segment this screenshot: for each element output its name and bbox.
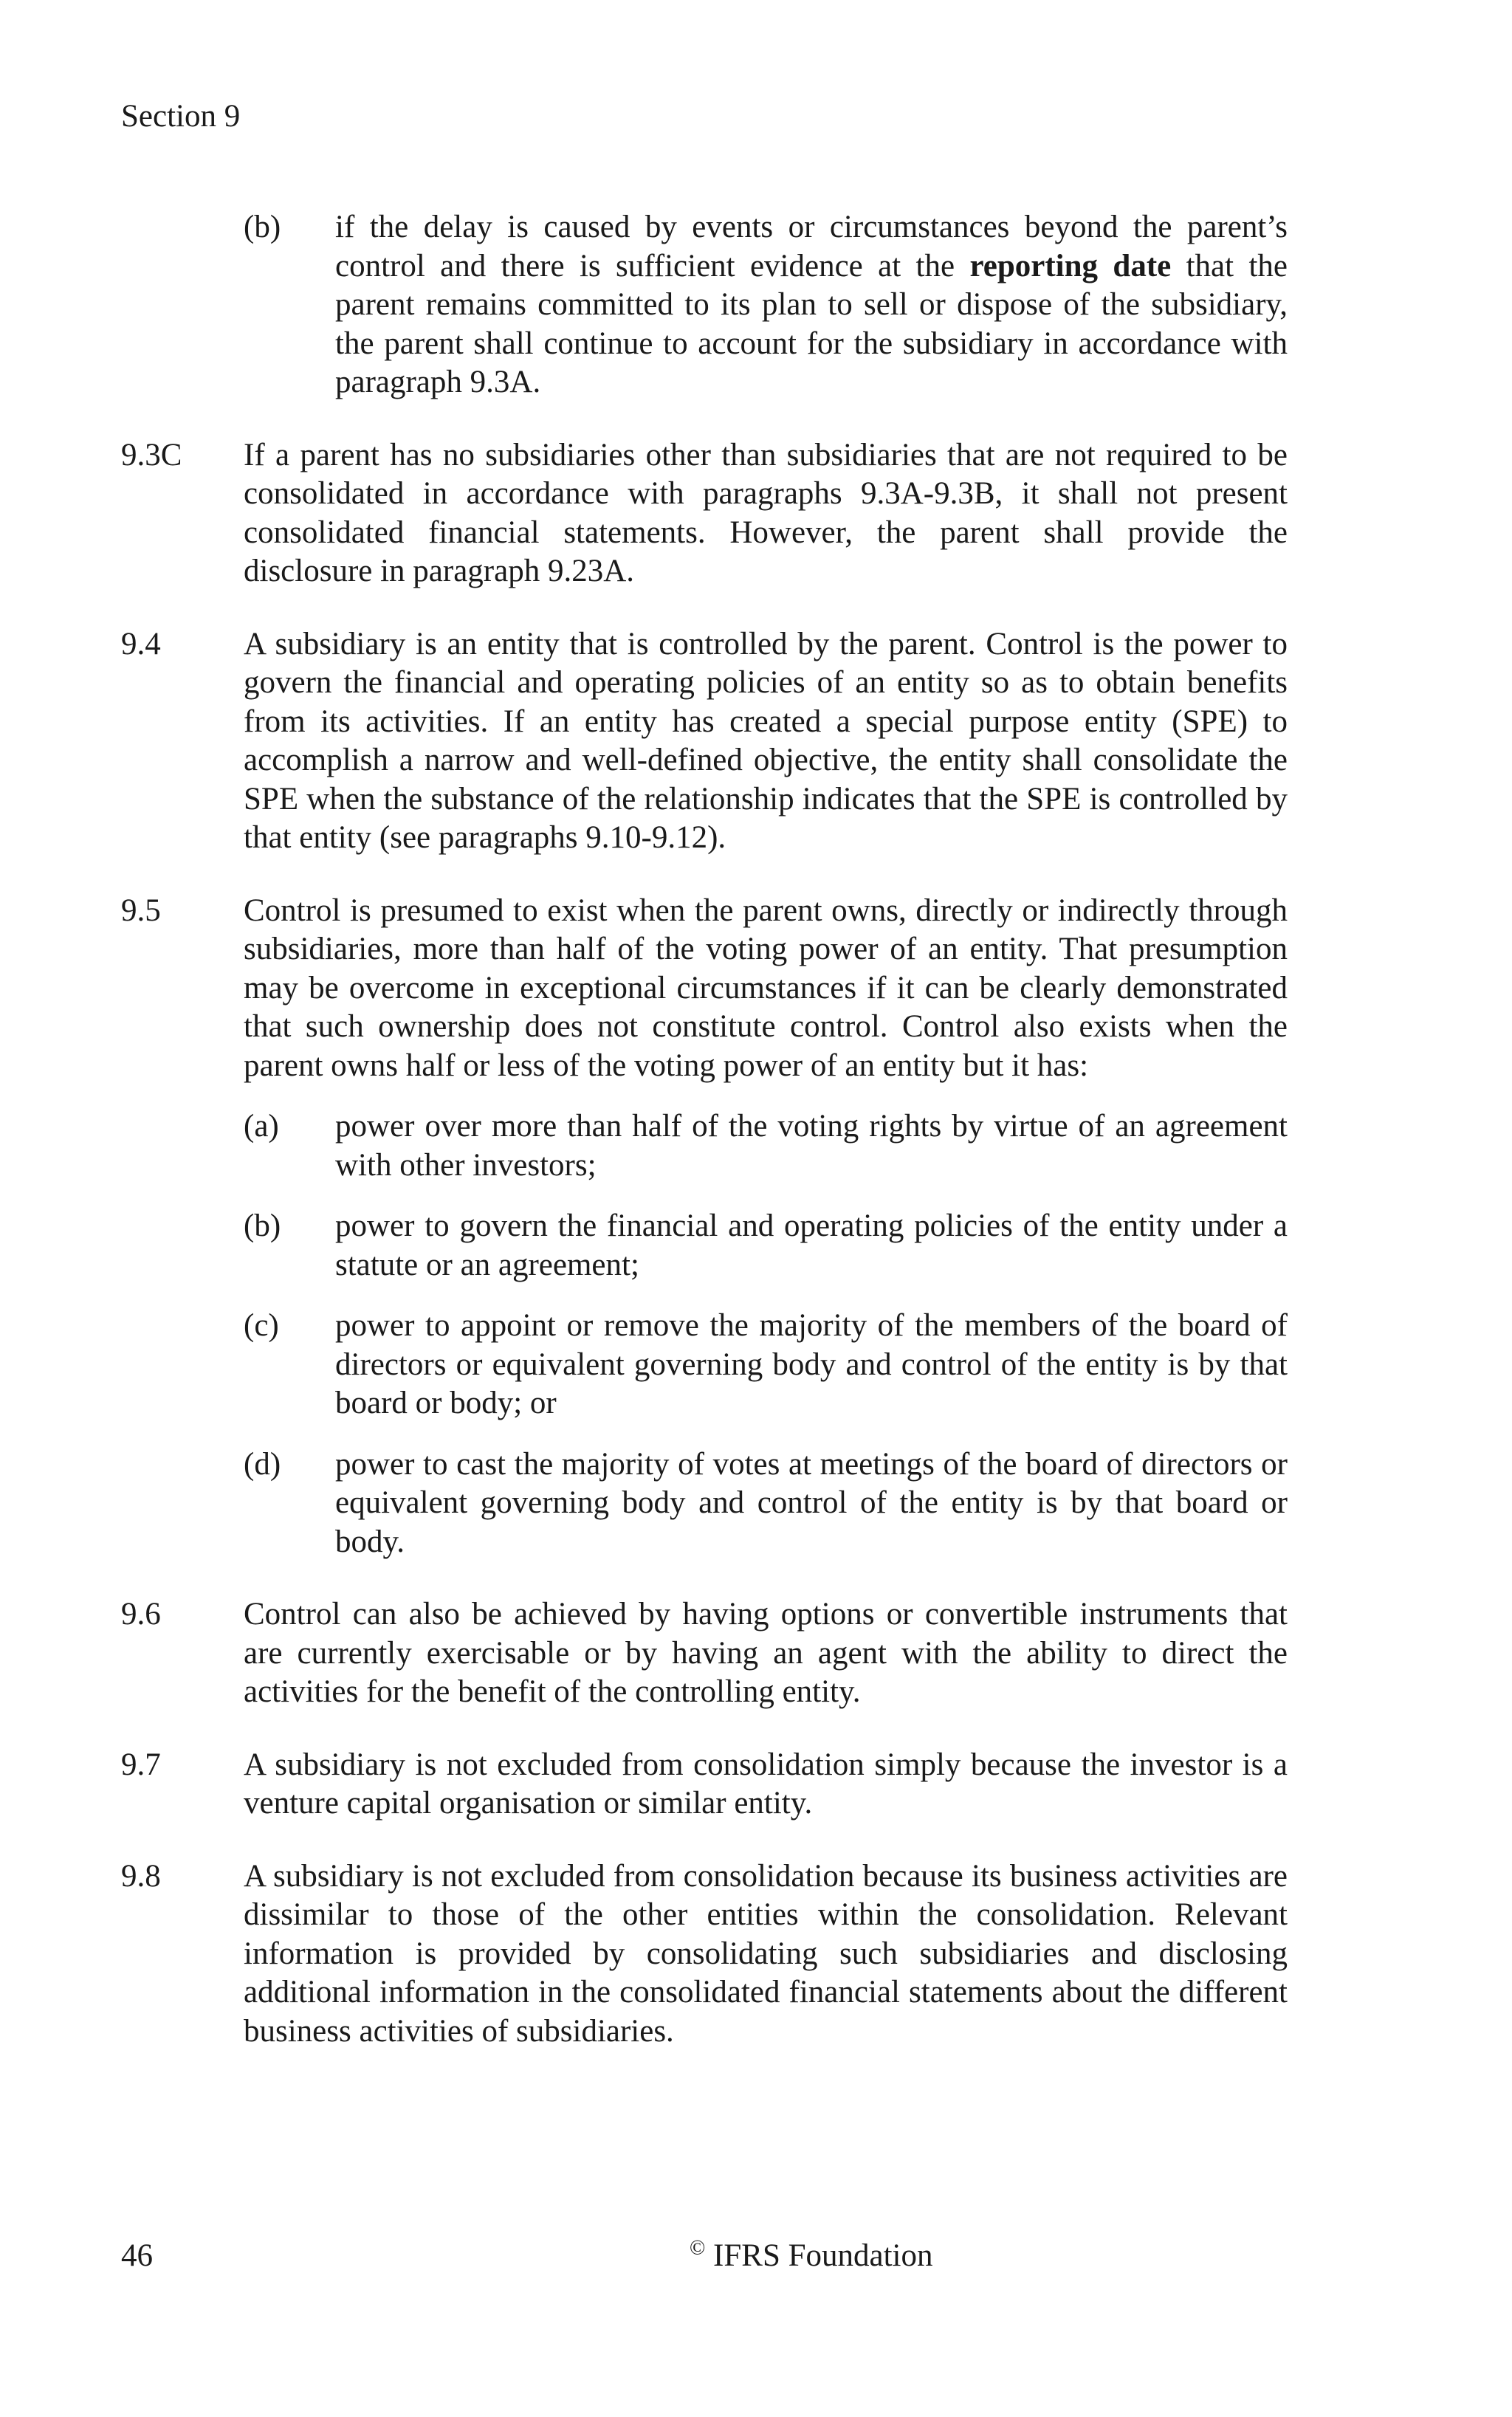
- list-item: [244, 1445, 1288, 1562]
- paragraph-9-4: [121, 625, 1288, 858]
- paragraph-text: Control is presumed to exist when the parent owns, directly or indirectly through subsidiaries, more than half of the voting power of an entity. That presumption may be overcome in exceptional circumstances if it can be clearly demonstrated that such ownership does not constitute control. Control also exists when the parent owns half or less of the voting power of an entity but it has:: [244, 893, 1288, 1083]
- item-label: (c): [244, 1308, 279, 1343]
- item-text: power to cast the majority of votes at meetings of the board of directors or equivalent governing body and control of the entity is by that board or body.: [335, 1446, 1288, 1559]
- paragraph-text: If a parent has no subsidiaries other than subsidiaries that are not required to be consolidated in accordance with paragraphs 9.3A-9.3B, it shall not present consolidated financial statements. However, the parent shall provide the disclosure in paragraph 9.23A.: [244, 437, 1288, 588]
- copyright-notice: [690, 2237, 933, 2275]
- item-text: power over more than half of the voting rights by virtue of an agreement with other investors;: [335, 1109, 1288, 1183]
- item-label: (d): [244, 1446, 281, 1482]
- paragraph-number: 9.8: [121, 1858, 161, 1894]
- paragraph-9-6: [121, 1595, 1288, 1712]
- defined-term: reporting date: [969, 248, 1172, 283]
- section-header: Section 9: [121, 99, 241, 134]
- paragraph-number: 9.7: [121, 1747, 161, 1782]
- continued-subparagraph: [244, 208, 1288, 402]
- copyright-symbol: ©: [690, 2236, 706, 2260]
- item-text: power to govern the financial and operating policies of the entity under a statute or an agreement;: [335, 1208, 1288, 1282]
- paragraph-number: 9.4: [121, 626, 161, 661]
- paragraph-9-8: [121, 1857, 1288, 2052]
- paragraph-9-5: [121, 892, 1288, 1562]
- item-label: (b): [244, 1208, 281, 1243]
- page-number: 46: [121, 2238, 153, 2273]
- paragraph-text: A subsidiary is an entity that is controlled by the parent. Control is the power to govern the financial and operating policies of an entity so as to obtain benefits from its activities. If an entity has created a special purpose entity (SPE) to accomplish a narrow and well-defined objective, the entity shall consolidate the SPE when the substance of the relationship indicates that the SPE is controlled by that entity (see paragraphs 9.10-9.12).: [244, 626, 1288, 855]
- paragraph-text: A subsidiary is not excluded from consolidation because its business activities are dissimilar to those of the other entities within the consolidation. Relevant information is provided by consolidating such subsidiaries and disclosing additional information in the consolidated financial statements about the different business activities of subsidiaries.: [244, 1858, 1288, 2049]
- subparagraph-text: if the delay is caused by events or circumstances beyond the parent’s control and there is sufficient evidence at the reporting date that the parent remains committed to its plan to sell or dispose of the subsidiary, the parent shall continue to account for the subsidiary in accordance with paragraph 9.3A.: [335, 210, 1288, 399]
- paragraph-number: 9.5: [121, 893, 161, 928]
- paragraph-9-7: [121, 1746, 1288, 1823]
- paragraph-text: A subsidiary is not excluded from consolidation simply because the investor is a venture capital organisation or similar entity.: [244, 1747, 1288, 1821]
- paragraph-9-3c: [121, 436, 1288, 591]
- paragraph-text: Control can also be achieved by having options or convertible instruments that are currently exercisable or by having an agent with the ability to direct the activities for the benefit of the controlling entity.: [244, 1597, 1288, 1709]
- list-item: [244, 1307, 1288, 1423]
- item-text: power to appoint or remove the majority of the members of the board of directors or equivalent governing body and control of the entity is by that board or body; or: [335, 1308, 1288, 1420]
- paragraph-number: 9.3C: [121, 437, 182, 472]
- document-body: [121, 208, 1288, 2085]
- item-label: (a): [244, 1109, 279, 1144]
- subparagraph-label: (b): [244, 210, 281, 244]
- list-item: [244, 1107, 1288, 1185]
- copyright-holder: IFRS Foundation: [713, 2238, 933, 2273]
- list-item: [244, 1207, 1288, 1285]
- paragraph-number: 9.6: [121, 1597, 161, 1632]
